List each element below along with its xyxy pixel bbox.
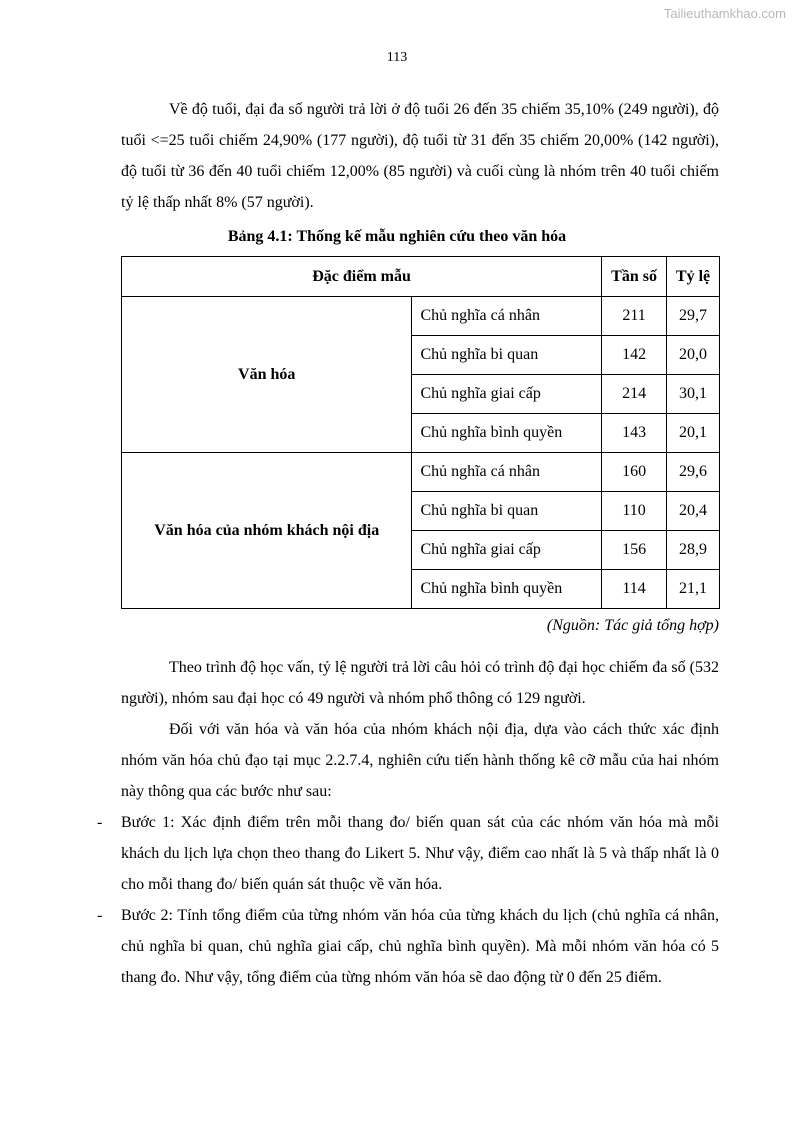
row-ratio: 20,4 <box>667 492 720 531</box>
row-name: Chủ nghĩa cá nhân <box>412 453 602 492</box>
row-frequency: 142 <box>602 336 667 375</box>
row-ratio: 29,7 <box>667 297 720 336</box>
row-name: Chủ nghĩa giai cấp <box>412 531 602 570</box>
row-frequency: 110 <box>602 492 667 531</box>
paragraph-age <box>121 94 719 218</box>
row-name: Chủ nghĩa bi quan <box>412 336 602 375</box>
table-row <box>122 453 720 492</box>
body-lower <box>97 652 719 993</box>
group-label: Văn hóa của nhóm khách nội địa <box>122 453 412 609</box>
row-name: Chủ nghĩa cá nhân <box>412 297 602 336</box>
row-frequency: 214 <box>602 375 667 414</box>
row-ratio: 28,9 <box>667 531 720 570</box>
row-name: Chủ nghĩa bình quyền <box>412 570 602 609</box>
sample-table <box>121 256 720 609</box>
row-ratio: 20,1 <box>667 414 720 453</box>
row-frequency: 156 <box>602 531 667 570</box>
table-title: Bảng 4.1: Thống kế mẫu nghiên cứu theo văn hóa <box>227 228 567 245</box>
header-frequency: Tần số <box>602 257 667 297</box>
row-name: Chủ nghĩa giai cấp <box>412 375 602 414</box>
row-frequency: 160 <box>602 453 667 492</box>
paragraph-culture: Đối với văn hóa và văn hóa của nhóm khách nội địa, dựa vào cách thức xác định nhóm văn hóa chủ đạo tại mục 2.2.7.4, nghiên cứu tiến hành thống kê cỡ mẫu của hai nhóm này thông qua các bước như sau: <box>121 721 719 800</box>
bullet-dash: - <box>97 907 103 924</box>
row-frequency: 143 <box>602 414 667 453</box>
row-ratio: 30,1 <box>667 375 720 414</box>
row-name: Chủ nghĩa bình quyền <box>412 414 602 453</box>
row-ratio: 21,1 <box>667 570 720 609</box>
bullet-dash: - <box>97 814 103 831</box>
step-1 <box>97 807 719 900</box>
step-2 <box>97 900 719 993</box>
row-frequency: 211 <box>602 297 667 336</box>
watermark: Tailieuthamkhao.com <box>663 6 786 21</box>
table-row <box>122 297 720 336</box>
group-label: Văn hóa <box>122 297 412 453</box>
row-frequency: 114 <box>602 570 667 609</box>
paragraph-education: Theo trình độ học vấn, tỷ lệ người trả lời câu hỏi có trình độ đại học chiếm đa số (532 người), nhóm sau đại học có 49 người và nhóm phổ thông có 129 người. <box>121 659 719 707</box>
row-ratio: 29,6 <box>667 453 720 492</box>
step-1-text: Bước 1: Xác định điểm trên mỗi thang đo/ biến quan sát của các nhóm văn hóa mà mỗi khách du lịch lựa chọn theo thang đo Likert 5. Như vậy, điểm cao nhất là 5 và thấp nhất là 0 cho mỗi thang đo/ biến quán sát thuộc về văn hóa. <box>121 814 719 893</box>
step-2-text: Bước 2: Tính tổng điểm của từng nhóm văn hóa của từng khách du lịch (chủ nghĩa cá nhân, chủ nghĩa bi quan, chủ nghĩa giai cấp, chủ nghĩa bình quyền). Mà mỗi nhóm văn hóa có 5 thang đo. Như vậy, tổng điểm của từng nhóm văn hóa sẽ dao động từ 0 đến 25 điểm. <box>121 907 719 986</box>
header-feature: Đặc điểm mẫu <box>122 257 602 297</box>
table-header-row <box>122 257 720 297</box>
paragraph-age-text: Về độ tuổi, đại đa số người trả lời ở độ tuổi 26 đến 35 chiếm 35,10% (249 người), độ tuổi <=25 tuổi chiếm 24,90% (177 người), độ tuổi từ 31 đến 35 chiếm 20,00% (142 người), độ tuổi từ 36 đến 40 tuổi chiếm 12,00% (85 người) và cuối cùng là nhóm trên 40 tuổi chiếm tỷ lệ thấp nhất 8% (57 người). <box>121 101 719 211</box>
row-name: Chủ nghĩa bi quan <box>412 492 602 531</box>
row-ratio: 20,0 <box>667 336 720 375</box>
header-ratio: Tỷ lệ <box>667 257 720 297</box>
page-number: 113 <box>386 50 408 65</box>
table-source: (Nguồn: Tác giả tổng hợp) <box>546 617 719 634</box>
